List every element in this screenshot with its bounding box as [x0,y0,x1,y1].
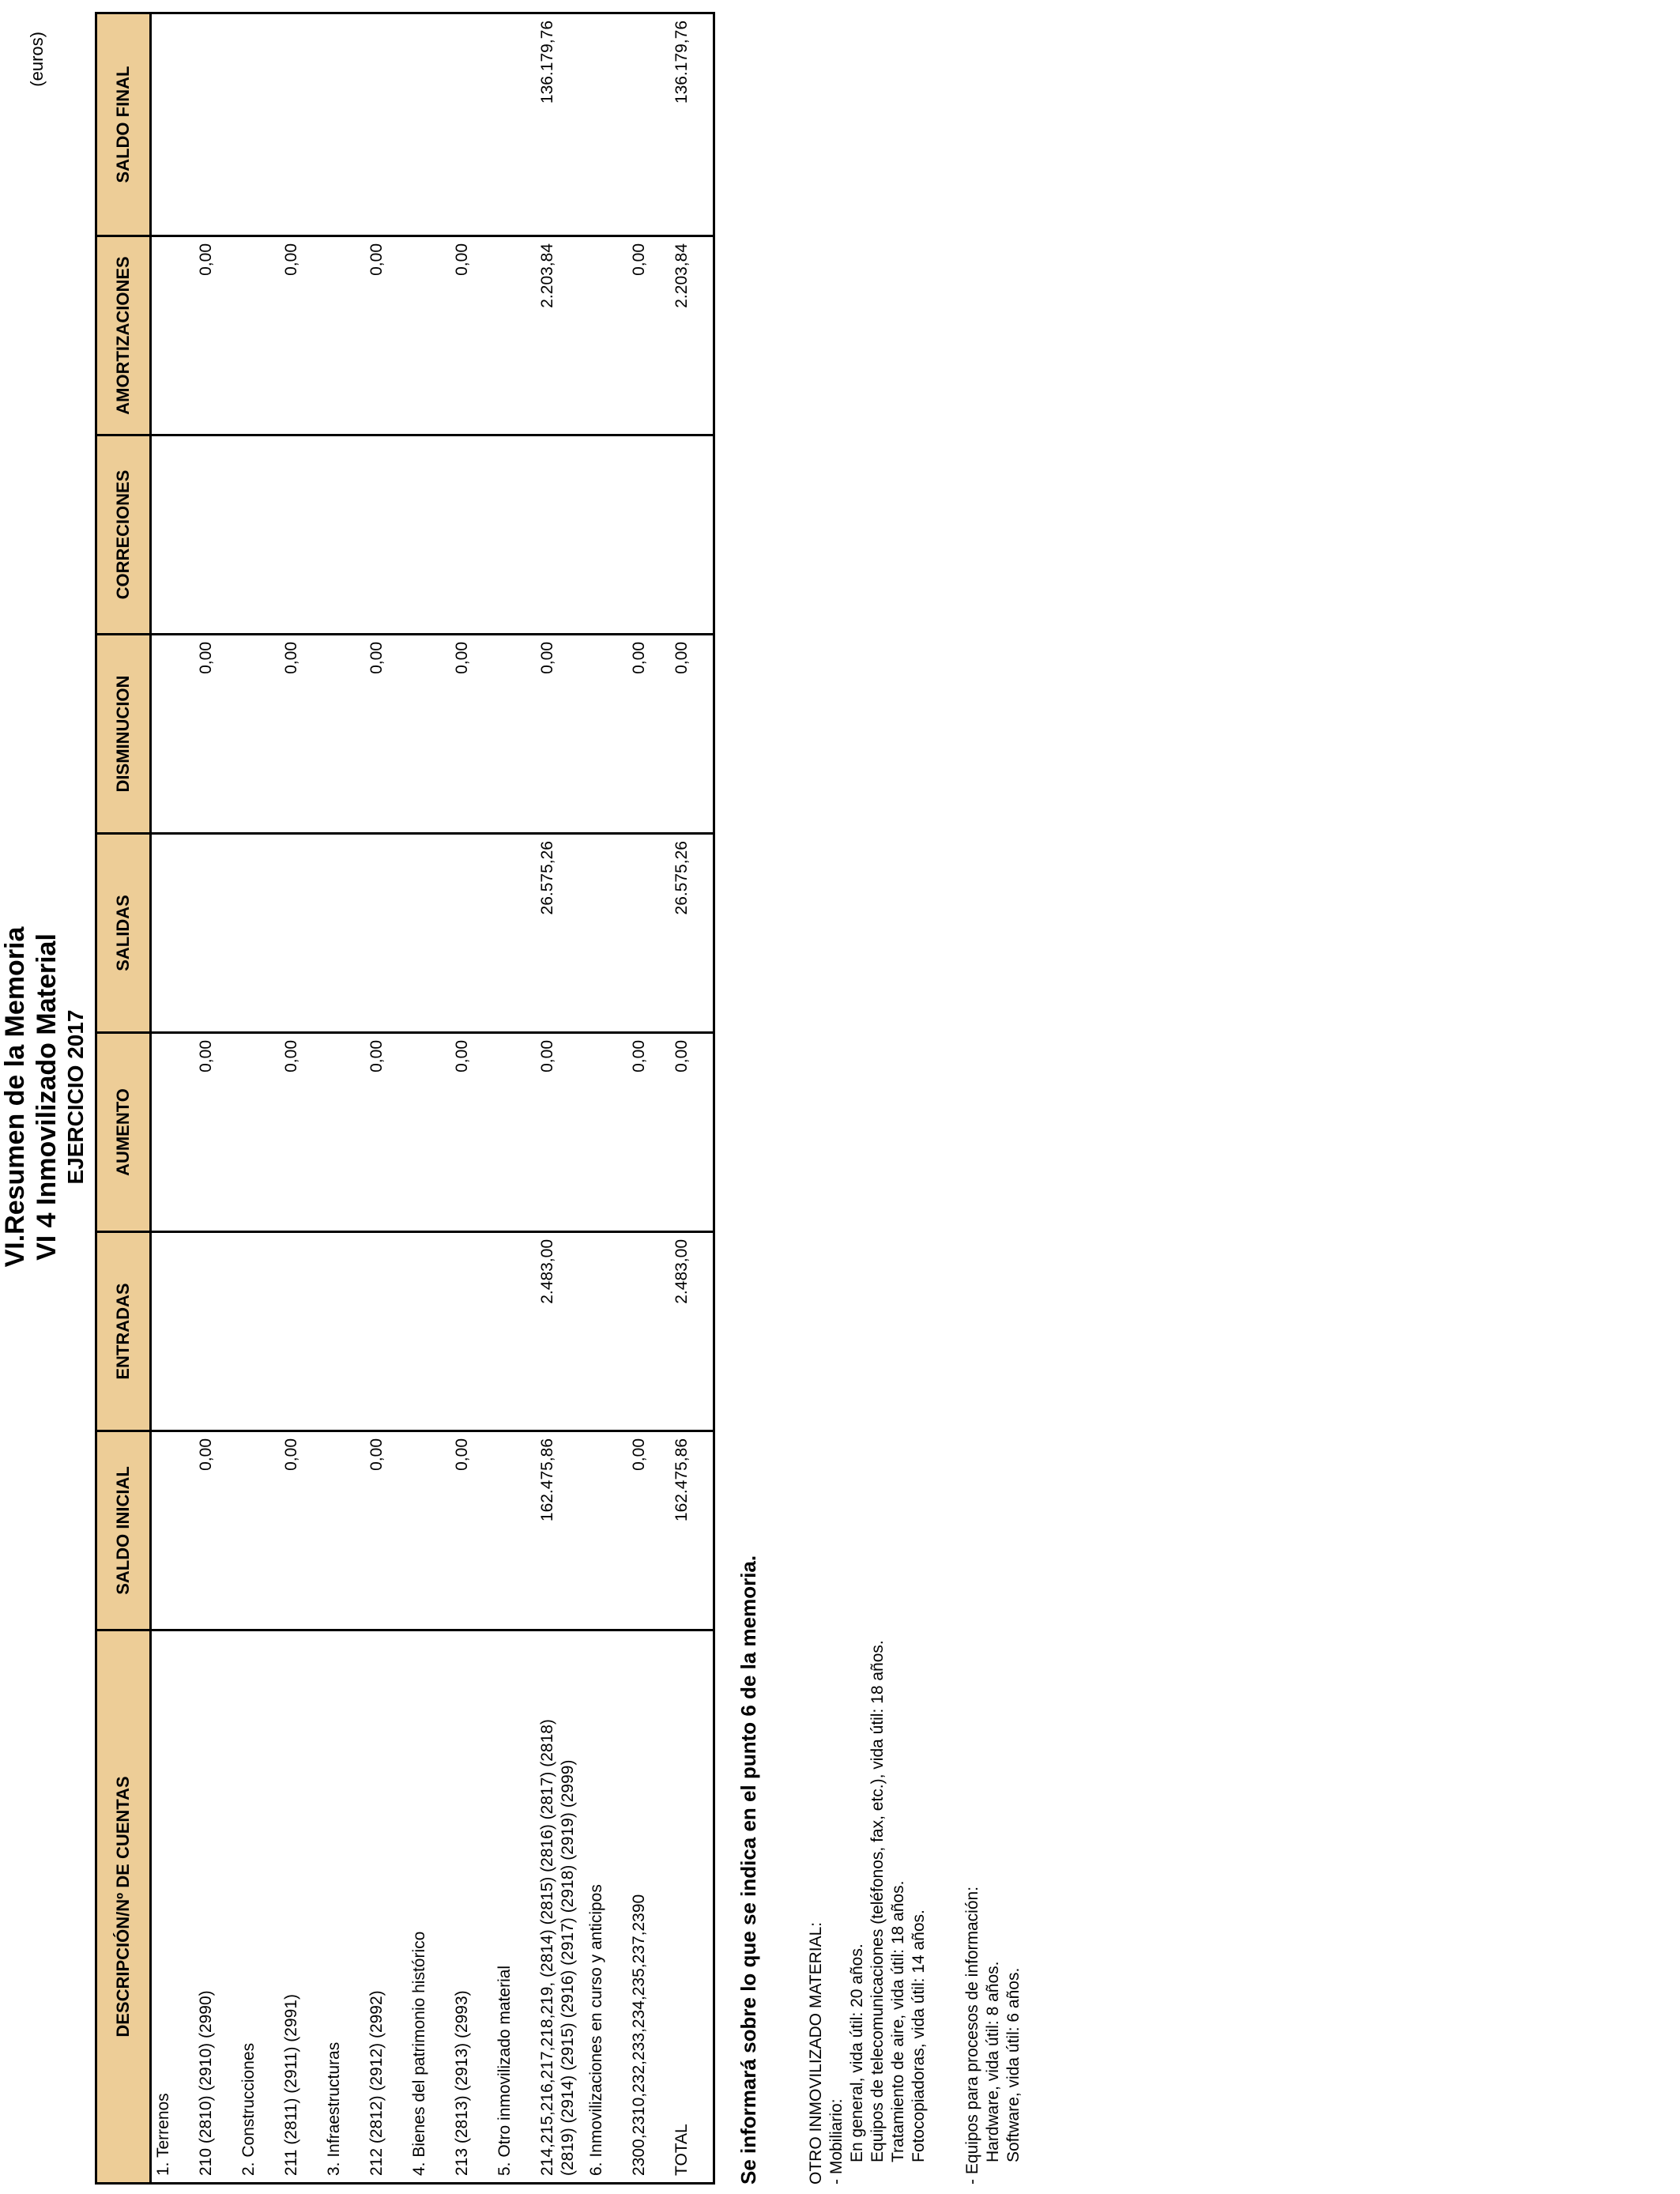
row-value [585,1431,627,1630]
row-value [151,13,195,236]
row-description-line: 213 (2813) (2913) (2993) [453,1990,471,2176]
row-value: 0,00 [627,236,670,435]
row-value [365,1232,408,1431]
row-description-line: 6. Inmovilizaciones en curso y anticipos [587,1884,605,2176]
row-value [408,13,450,236]
row-value [237,236,280,435]
row-value [585,236,627,435]
row-description [536,1630,585,2184]
col-header: AUMENTO [96,1033,151,1232]
row-value [585,1033,627,1232]
row-value [627,435,670,635]
row-value [585,834,627,1033]
row-value [322,13,365,236]
row-value [408,635,450,834]
row-value [280,1232,322,1431]
table-row [365,13,408,2184]
row-description [585,1630,627,2184]
note-line: OTRO INMOVILIZADO MATERIAL: [807,1921,825,2185]
row-description-line: (2819) (2914) (2915) (2916) (2917) (2918) (2919) (2999) [559,1759,577,2176]
row-value: 0,00 [450,236,493,435]
table-row [493,13,536,2184]
row-value: 0,00 [365,635,408,834]
table-row [280,13,322,2184]
row-value [322,1431,365,1630]
table-row [450,13,493,2184]
note-line: Hardware, vida útil: 8 años. [984,1961,1002,2162]
row-value [493,635,536,834]
row-description-line: 210 (2810) (2910) (2990) [197,1990,215,2176]
row-description [151,1630,195,2184]
col-header: SALDO INICIAL [96,1431,151,1630]
fixed-assets-table [95,12,715,2185]
row-value [493,1232,536,1431]
row-value: 0,00 [365,1431,408,1630]
row-value [322,834,365,1033]
row-description-line: 4. Bienes del patrimonio histórico [410,1931,428,2176]
col-header: DISMINUCION [96,635,151,834]
row-description-line: 211 (2811) (2911) (2991) [282,1994,300,2176]
row-description-line: 2300,2310,232,233,234,235,237,2390 [630,1894,648,2176]
document-title: VI.Resumen de la Memoria [0,926,30,1268]
row-value [237,1431,280,1630]
col-header: AMORTIZACIONES [96,236,151,435]
row-value: 0,00 [627,635,670,834]
row-value: 0,00 [670,1033,714,1232]
row-value: 0,00 [365,236,408,435]
row-value [536,435,585,635]
row-value [194,435,237,635]
row-description-line: TOTAL [672,2124,691,2176]
table-row [408,13,450,2184]
row-value [322,1033,365,1232]
row-value: 136.179,76 [670,13,714,236]
row-value [237,834,280,1033]
row-value: 0,00 [450,1431,493,1630]
table-row [585,13,627,2184]
row-description [670,1630,714,2184]
row-value [408,1431,450,1630]
row-value [237,435,280,635]
row-value: 0,00 [194,635,237,834]
row-value [450,834,493,1033]
it-equipment-notes [962,1887,1024,2185]
table-row [237,13,280,2184]
table-row [627,13,670,2184]
row-value [194,834,237,1033]
row-value: 0,00 [450,635,493,834]
row-value [322,635,365,834]
row-value [670,435,714,635]
row-description-line: 2. Construcciones [239,2042,258,2176]
row-value: 162.475,86 [670,1431,714,1630]
row-description [450,1630,493,2184]
row-value [408,236,450,435]
row-value [408,834,450,1033]
row-value [627,834,670,1033]
row-value [585,13,627,236]
col-header: CORRECIONES [96,435,151,635]
row-value [151,1232,195,1431]
row-value: 2.203,84 [536,236,585,435]
row-value: 26.575,26 [670,834,714,1033]
row-value: 2.483,00 [536,1232,585,1431]
row-value [194,13,237,236]
row-value: 0,00 [536,1033,585,1232]
row-value [493,834,536,1033]
row-value [365,13,408,236]
row-value: 136.179,76 [536,13,585,236]
row-value [151,1033,195,1232]
row-value: 0,00 [194,1431,237,1630]
row-value [585,635,627,834]
row-value [322,1232,365,1431]
row-value [365,834,408,1033]
row-description-line: 1. Terrenos [154,2093,172,2176]
row-value [585,1232,627,1431]
row-value: 2.483,00 [670,1232,714,1431]
fiscal-year: EJERCICIO 2017 [63,1009,88,1185]
row-value [493,13,536,236]
row-value [151,834,195,1033]
note-line: Software, vida útil: 6 años. [1004,1967,1023,2162]
row-value [322,236,365,435]
row-value [627,13,670,236]
note-line: Tratamiento de aire, vida útil: 18 años. [889,1880,907,2162]
row-value [151,435,195,635]
row-value: 0,00 [194,236,237,435]
col-header: SALDO FINAL [96,13,151,236]
table-header-row [96,13,151,2184]
row-value [493,236,536,435]
row-value [151,1431,195,1630]
row-value: 162.475,86 [536,1431,585,1630]
row-description-line: 5. Otro inmovilizado material [495,1965,514,2176]
row-value: 0,00 [280,1033,322,1232]
row-value [493,435,536,635]
table-row [670,13,714,2184]
col-header: SALIDAS [96,834,151,1033]
row-description [408,1630,450,2184]
row-value: 0,00 [670,635,714,834]
memoria-note: Se informará sobre lo que se indica en el punto 6 de la memoria. [736,1555,760,2185]
row-value: 0,00 [450,1033,493,1232]
note-line: - Equipos para procesos de información: [963,1886,981,2185]
note-line: Equipos de telecomunicaciones (teléfonos, fax, etc.), vida útil: 18 años. [868,1640,887,2162]
row-value: 0,00 [627,1431,670,1630]
row-description [627,1630,670,2184]
row-value [280,834,322,1033]
note-line: - Mobiliario: [827,2098,846,2185]
row-description [194,1630,237,2184]
row-value: 0,00 [280,635,322,834]
row-value: 0,00 [365,1033,408,1232]
row-value [408,1232,450,1431]
table-row [194,13,237,2184]
row-value: 0,00 [280,1431,322,1630]
row-value [585,435,627,635]
row-value [237,1232,280,1431]
col-header: ENTRADAS [96,1232,151,1431]
table-row [536,13,585,2184]
row-value: 0,00 [280,236,322,435]
row-value [408,1033,450,1232]
row-value: 0,00 [627,1033,670,1232]
row-value [450,435,493,635]
row-description [280,1630,322,2184]
useful-life-notes [806,1640,929,2185]
row-description [493,1630,536,2184]
row-value [493,1431,536,1630]
table-row [322,13,365,2184]
row-description-line: 3. Infraestructuras [325,2041,343,2176]
row-value [450,1232,493,1431]
row-description [237,1630,280,2184]
row-description [322,1630,365,2184]
row-value [237,13,280,236]
row-value [151,635,195,834]
row-value [151,236,195,435]
row-value [280,435,322,635]
row-value [408,435,450,635]
note-line: Fotocopiadoras, vida útil: 14 años. [910,1909,928,2162]
row-value [322,435,365,635]
row-value: 26.575,26 [536,834,585,1033]
row-value [627,1232,670,1431]
currency-units: (euros) [27,32,47,87]
document-subtitle: VI 4 Inmovilizado Material [32,933,62,1261]
row-value: 2.203,84 [670,236,714,435]
row-value [237,635,280,834]
row-value: 0,00 [536,635,585,834]
row-value [237,1033,280,1232]
note-line: En general, vida útil: 20 años. [848,1943,866,2162]
row-value: 0,00 [194,1033,237,1232]
row-description-line: 212 (2812) (2912) (2992) [367,1990,386,2176]
row-value [280,13,322,236]
row-value [194,1232,237,1431]
row-value [365,435,408,635]
row-value [450,13,493,236]
col-header: DESCRIPCIÓN/Nº DE CUENTAS [96,1630,151,2184]
table-row [151,13,195,2184]
row-description [365,1630,408,2184]
row-value [493,1033,536,1232]
row-description-line: 214,215,216,217,218,219, (2814) (2815) (2816) (2817) (2818) [538,1719,556,2176]
